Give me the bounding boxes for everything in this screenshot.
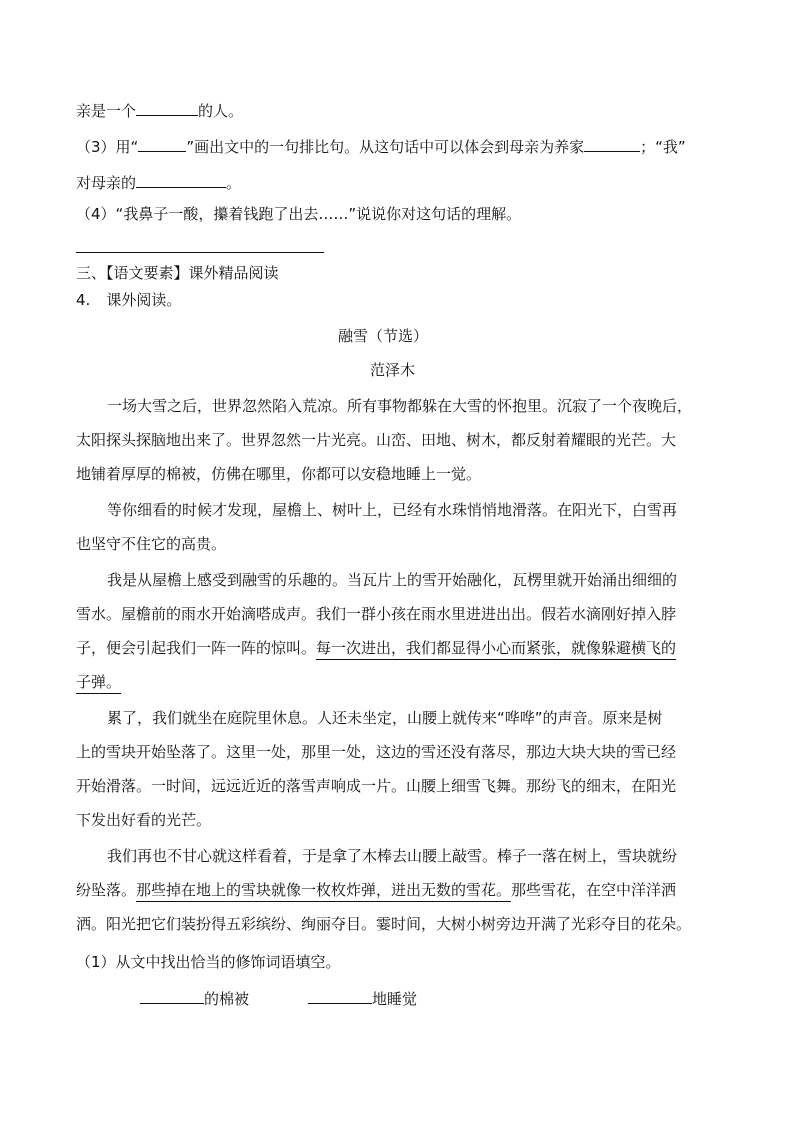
answer-blank[interactable] (140, 988, 204, 1004)
p5-line1: 我们再也不甘心就这样看着，于是拿了木棒去山腰上敲雪。棒子一落在树上，雪块就纷 (107, 847, 678, 865)
q1-text: （1）从文中找出恰当的修饰词语填空。 (76, 953, 341, 971)
answer-blank[interactable] (308, 988, 372, 1004)
answer-blank[interactable] (138, 136, 186, 152)
p5-line2: 纷坠落。那些掉在地上的雪块就像一枚枚炸弹，迸出无数的雪花。那些雪花，在空中洋洋洒 (76, 880, 676, 900)
underlined-sentence: 那些掉在地上的雪块就像一枚枚炸弹，迸出无数的雪花。 (136, 881, 511, 902)
q3-line2: 对母亲的 。 (76, 174, 242, 192)
answer-line[interactable] (76, 252, 324, 253)
answer-blank[interactable] (136, 100, 198, 116)
p1-line3: 地铺着厚厚的棉被，仿佛在哪里，你都可以安稳地睡上一觉。 (76, 465, 482, 483)
p4-line2: 上的雪块开始坠落了。这里一处，那里一处，这边的雪还没有落尽，那边大块大块的雪已经 (76, 743, 677, 761)
section-heading: 三、【语文要素】课外精品阅读 (76, 264, 279, 282)
p1-line2: 太阳探头探脑地出来了。世界忽然一片光亮。山峦、田地、树木，都反射着耀眼的光芒。大 (76, 431, 677, 449)
p3-line2: 雪水。屋檐前的雨水开始滴嗒成声。我们一群小孩在雨水里进进出出。假若水滴刚好掉入脖 (76, 605, 677, 623)
p2-line1: 等你细看的时候才发现，屋檐上、树叶上，已经有水珠悄悄地滑落。在阳光下，白雪再 (107, 501, 678, 519)
q-prev-line1: 亲是一个 的人。 (76, 102, 244, 120)
q1-fill1: 的棉被 (140, 988, 249, 1009)
answer-blank[interactable] (584, 136, 640, 152)
p5-line3: 洒。阳光把它们装扮得五彩缤纷、绚丽夺目。霎时间，大树小树旁边开满了光彩夺目的花朵。 (76, 915, 692, 933)
q1-fill2: 地睡觉 (308, 988, 417, 1009)
answer-blank[interactable] (136, 172, 226, 188)
q3-line: （3）用“ ”画出文中的一句排比句。从这句话中可以体会到母亲为养家 ；“我” (76, 138, 686, 156)
p3-line1: 我是从屋檐上感受到融雪的乐趣的。当瓦片上的雪开始融化，瓦楞里就开始涌出细细的 (107, 571, 678, 589)
p4-line3: 开始滑落。一时间，远远近近的落雪声响成一片。山腰上细雪飞舞。那纷飞的细末，在阳光 (76, 777, 677, 795)
underlined-sentence: 每一次进出，我们都显得小心而紧张，就像躲避横飞的 (316, 639, 676, 660)
underlined-sentence: 子弹。 (76, 673, 121, 694)
p4-line4: 下发出好看的光芒。 (76, 811, 212, 829)
p1-line1: 一场大雪之后，世界忽然陷入荒凉。所有事物都躲在大雪的怀抱里。沉寂了一个夜晚后， (107, 397, 693, 415)
p2-line2: 也坚守不住它的高贵。 (76, 535, 227, 553)
article-author: 范泽木 (370, 361, 416, 379)
p3-line3: 子，便会引起我们一阵一阵的惊叫。每一次进出，我们都显得小心而紧张，就像躲避横飞的 (76, 638, 676, 658)
p3-line4 (76, 672, 121, 692)
q4-text: （4）“我鼻子一酸，攥着钱跑了出去……”说说你对这句话的理解。 (76, 205, 522, 223)
item-4: 4. 课外阅读。 (76, 291, 182, 309)
article-title: 融雪（节选） (338, 327, 429, 345)
p4-line1: 累了，我们就坐在庭院里休息。人还未坐定，山腰上就传来“哗哗”的声音。原来是树 (107, 709, 663, 727)
